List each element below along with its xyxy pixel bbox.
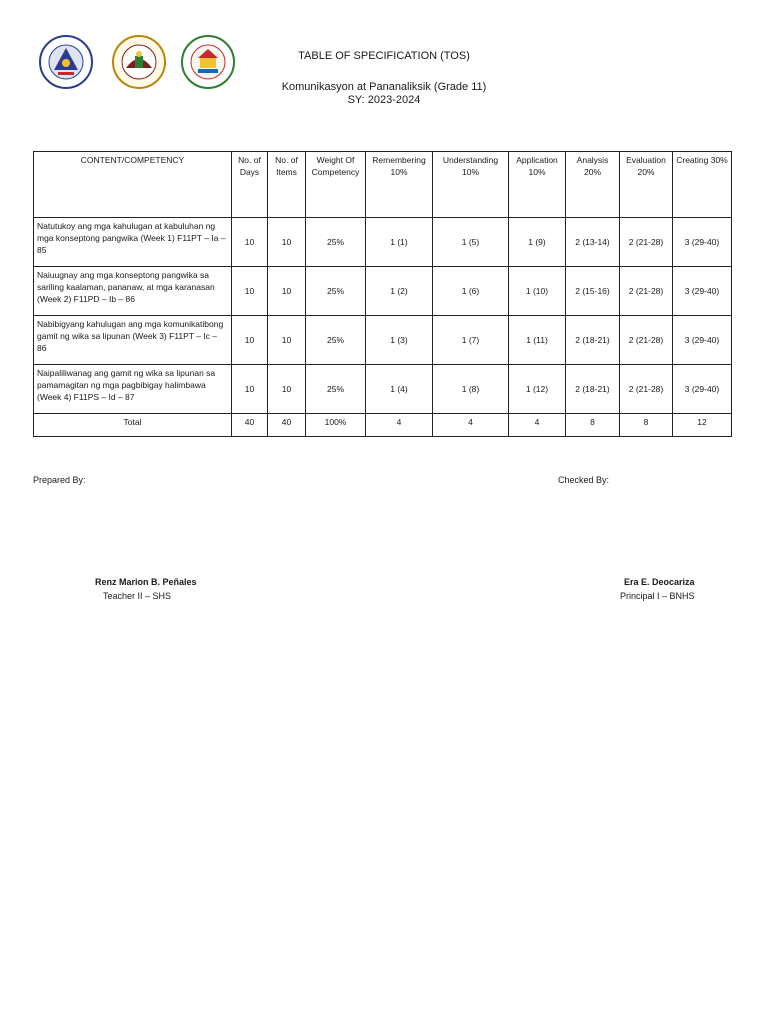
remembering-cell: 1 (2) <box>366 267 433 316</box>
days-cell: 10 <box>232 316 268 365</box>
subject-title: Komunikasyon at Pananaliksik (Grade 11) <box>281 81 487 93</box>
competency-cell: Nabibigyang kahulugan ang mga komunikatibong gamit ng wika sa lipunan (Week 3) F11PT – Ic – 86 <box>34 316 232 365</box>
total-creating: 12 <box>673 414 732 437</box>
understanding-cell: 1 (8) <box>433 365 509 414</box>
creating-cell: 3 (29-40) <box>673 218 732 267</box>
application-cell: 1 (12) <box>509 365 566 414</box>
days-cell: 10 <box>232 218 268 267</box>
table-row <box>34 316 732 365</box>
column-header: Application 10% <box>509 152 566 218</box>
total-remembering: 4 <box>366 414 433 437</box>
column-header: CONTENT/COMPETENCY <box>34 152 232 218</box>
column-header: Creating 30% <box>673 152 732 218</box>
column-header: Remembering 10% <box>366 152 433 218</box>
creating-cell: 3 (29-40) <box>673 316 732 365</box>
competency-cell: Naiuugnay ang mga konseptong pangwika sa sariling kaalaman, pananaw, at mga karanasan (Week 2) F11PD – Ib – 86 <box>34 267 232 316</box>
table-header-row <box>34 152 732 218</box>
items-cell: 10 <box>268 218 306 267</box>
items-cell: 10 <box>268 365 306 414</box>
total-understanding: 4 <box>433 414 509 437</box>
understanding-cell: 1 (5) <box>433 218 509 267</box>
analysis-cell: 2 (13-14) <box>566 218 620 267</box>
evaluation-cell: 2 (21-28) <box>620 365 673 414</box>
document-title: TABLE OF SPECIFICATION (TOS) <box>298 50 470 62</box>
checker-name: Era E. Deocariza <box>624 577 695 587</box>
total-items: 40 <box>268 414 306 437</box>
evaluation-cell: 2 (21-28) <box>620 316 673 365</box>
days-cell: 10 <box>232 365 268 414</box>
remembering-cell: 1 (3) <box>366 316 433 365</box>
understanding-cell: 1 (6) <box>433 267 509 316</box>
total-weight: 100% <box>306 414 366 437</box>
column-header: Evaluation 20% <box>620 152 673 218</box>
column-header: Understanding 10% <box>433 152 509 218</box>
table-row <box>34 267 732 316</box>
checked-by-label: Checked By: <box>558 475 610 485</box>
weight-cell: 25% <box>306 267 366 316</box>
creating-cell: 3 (29-40) <box>673 365 732 414</box>
preparer-role: Teacher II – SHS <box>103 591 172 601</box>
analysis-cell: 2 (18-21) <box>566 316 620 365</box>
creating-cell: 3 (29-40) <box>673 267 732 316</box>
total-analysis: 8 <box>566 414 620 437</box>
specification-table <box>33 151 732 437</box>
competency-cell: Naipaliliwanag ang gamit ng wika sa lipunan sa pamamagitan ng mga pagbibigay halimbawa (Week 4) F11PS – Id – 87 <box>34 365 232 414</box>
application-cell: 1 (10) <box>509 267 566 316</box>
school-year: SY: 2023-2024 <box>347 94 421 106</box>
analysis-cell: 2 (18-21) <box>566 365 620 414</box>
prepared-by-label: Prepared By: <box>33 475 86 485</box>
checker-role: Principal I – BNHS <box>620 591 695 601</box>
application-cell: 1 (11) <box>509 316 566 365</box>
total-evaluation: 8 <box>620 414 673 437</box>
document-header <box>200 50 568 106</box>
deped-seal-icon <box>38 34 94 90</box>
remembering-cell: 1 (1) <box>366 218 433 267</box>
total-row <box>34 414 732 437</box>
remembering-cell: 1 (4) <box>366 365 433 414</box>
table-row <box>34 218 732 267</box>
table-row <box>34 365 732 414</box>
preparer-name: Renz Marion B. Peñales <box>95 577 197 587</box>
items-cell: 10 <box>268 267 306 316</box>
competency-cell: Natutukoy ang mga kahulugan at kabuluhan ng mga konseptong pangwika (Week 1) F11PT – Ia – 85 <box>34 218 232 267</box>
weight-cell: 25% <box>306 316 366 365</box>
analysis-cell: 2 (15-16) <box>566 267 620 316</box>
column-header: Weight Of Competency <box>306 152 366 218</box>
column-header: No. of Items <box>268 152 306 218</box>
understanding-cell: 1 (7) <box>433 316 509 365</box>
total-days: 40 <box>232 414 268 437</box>
application-cell: 1 (9) <box>509 218 566 267</box>
weight-cell: 25% <box>306 218 366 267</box>
total-application: 4 <box>509 414 566 437</box>
evaluation-cell: 2 (21-28) <box>620 218 673 267</box>
evaluation-cell: 2 (21-28) <box>620 267 673 316</box>
weight-cell: 25% <box>306 365 366 414</box>
items-cell: 10 <box>268 316 306 365</box>
total-label: Total <box>34 414 232 437</box>
column-header: No. of Days <box>232 152 268 218</box>
column-header: Analysis 20% <box>566 152 620 218</box>
division-seal-icon <box>111 34 167 90</box>
days-cell: 10 <box>232 267 268 316</box>
